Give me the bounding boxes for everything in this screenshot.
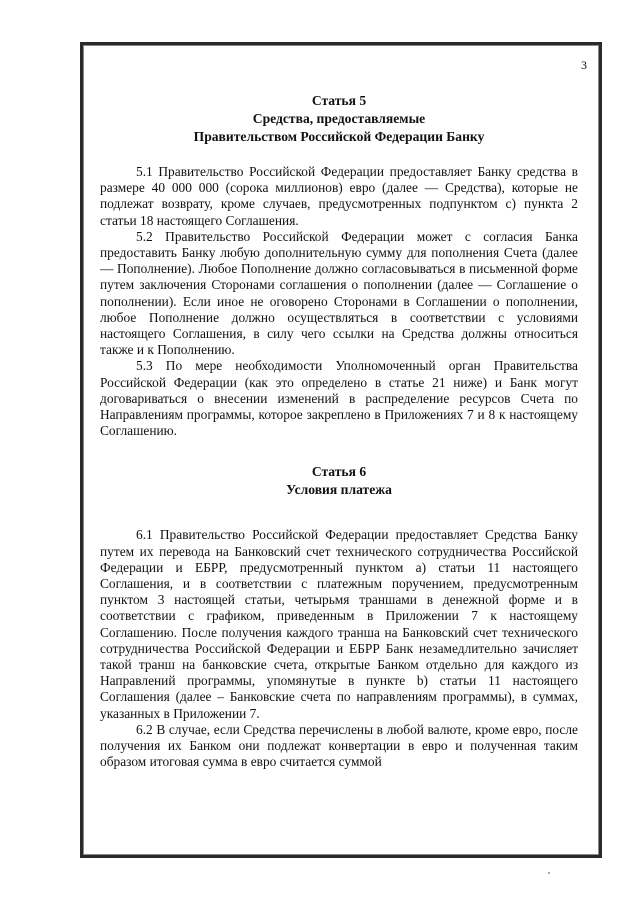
article-6-title: Статья 6 (311, 464, 367, 480)
page-number: 3 (581, 58, 587, 72)
scan-speck (548, 872, 550, 874)
clause-5-2: 5.2 Правительство Российской Федерации может с согласия Банка предоставить Банку любую дополнительную сумму для пополнения Счета (далее — Пополнение). Любое Пополнение должно согласовываться в письменной форме путем заключения Сторонами соглашения о пополнении (далее — Соглашение о пополнении). Если иное не оговорено Сторонами в Соглашении о пополнении, любое Пополнение должно осуществляться в соответствии с условиями настоящего Соглашения, в силу чего ссылки на Средства должны относиться также и к Пополнению. (100, 228, 578, 358)
clause-6-1: 6.1 Правительство Российской Федерации предоставляет Средства Банку путем их перевода на Банковский счет технического сотрудничества Российской Федерации и ЕБРР, предусмотренный пунктом a) статьи 11 настоящего Соглашения, и в соответствии с платежным поручением, предусмотренным пунктом 3 настоящей статьи, четырьмя траншами в денежной форме и в соответствии с графиком, приведенным в Приложении 7 к настоящему Соглашению. После получения каждого транша на Банковский счет технического сотрудничества Российской Федерации и ЕБРР Банк незамедлительно зачисляет такой транш на банковские счета, открытые Банком отдельно для каждого из Направлений программы, упомянутые в пункте b) статьи 11 настоящего Соглашения (далее – Банковские счета по направлениям программы), в суммах, указанных в Приложении 7. (100, 527, 578, 721)
article-5-subtitle-line-1: Средства, предоставляемые (252, 111, 426, 126)
article-5-title: Статья 5 (311, 93, 367, 108)
article-5-subtitle-line-2: Правительством Российской Федерации Банку (193, 129, 485, 144)
article-6-subtitle: Условия платежа (286, 482, 392, 498)
clause-5-3: 5.3 По мере необходимости Уполномоченный орган Правительства Российской Федерации (как это определено в статье 21 ниже) и Банк могут договариваться о внесении изменений в распределение ресурсов Счета по Направлениям программы, которое закреплено в Приложениях 7 и 8 к настоящему Соглашению. (100, 358, 578, 439)
clause-6-2: 6.2 В случае, если Средства перечислены в любой валюте, кроме евро, после получения их Банком они подлежат конвертации в евро и полученная таким образом итоговая сумма в евро считается суммой (100, 721, 578, 770)
document-body (100, 92, 578, 771)
clause-5-1: 5.1 Правительство Российской Федерации предоставляет Банку средства в размере 40 000 000 (сорока миллионов) евро (далее — Средства), которые не подлежат возврату, кроме случаев, предусмотренных подпунктом c) пункта 2 статьи 18 настоящего Соглашения. (100, 164, 578, 228)
